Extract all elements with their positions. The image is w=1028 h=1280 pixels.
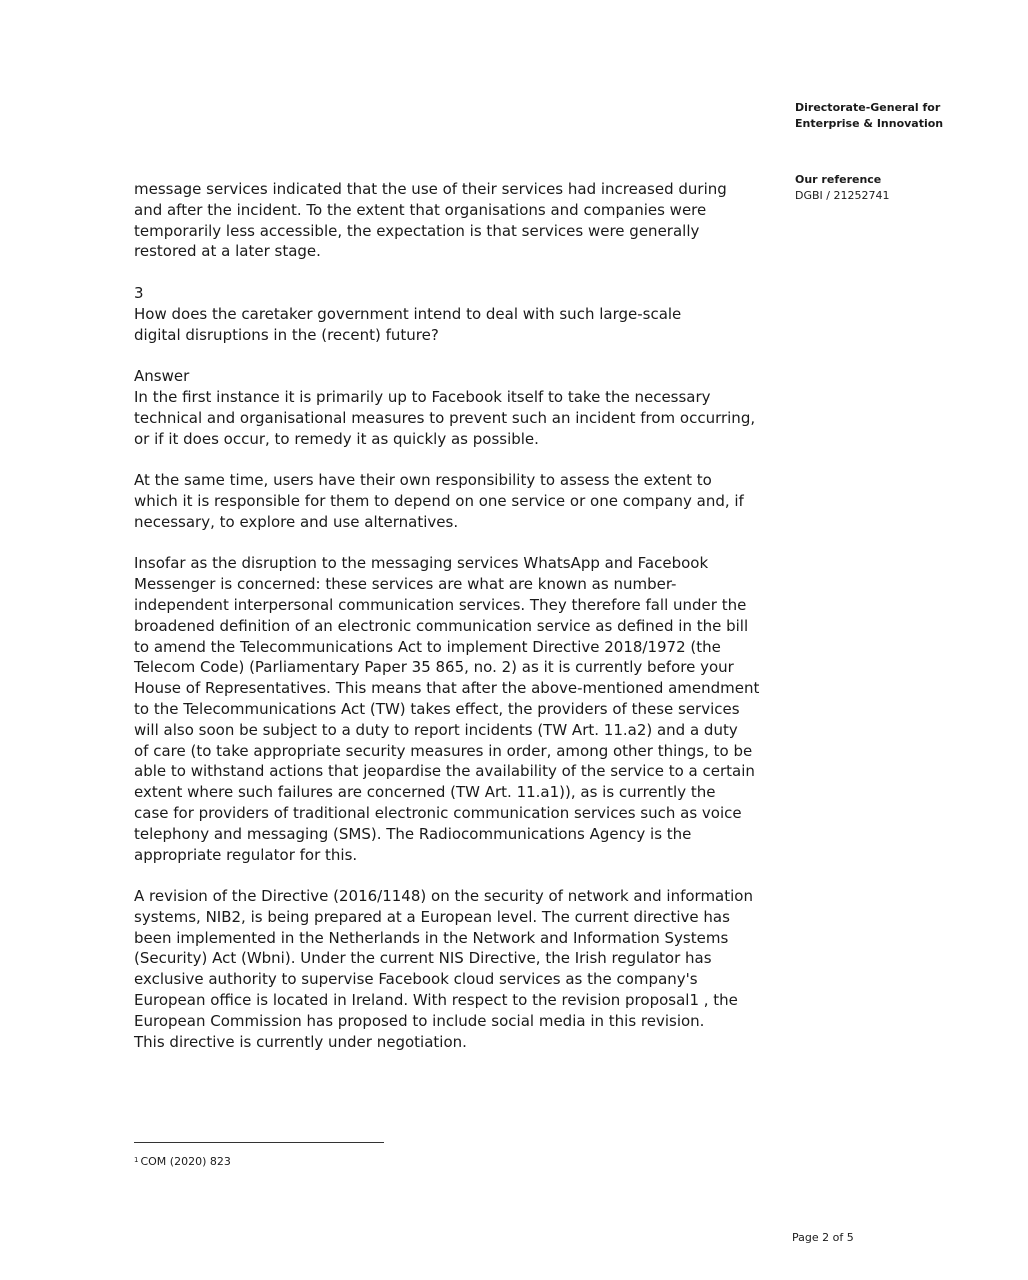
- text-line: Insofar as the disruption to the messaging services WhatsApp and Facebook: [134, 554, 709, 573]
- text-line: to the Telecommunications Act (TW) takes effect, the providers of these services: [134, 699, 740, 718]
- document-body: [134, 179, 799, 1073]
- text-line: This directive is currently under negotiation.: [134, 1032, 467, 1051]
- text-line: European Commission has proposed to include social media in this revision.: [134, 1011, 705, 1030]
- reference-value: DGBI / 21252741: [795, 189, 890, 202]
- text-line: and after the incident. To the extent that organisations and companies were: [134, 200, 707, 219]
- department-line-2: Enterprise & Innovation: [795, 117, 944, 130]
- text-line: will also soon be subject to a duty to report incidents (TW Art. 11.a2) and a duty: [134, 720, 738, 739]
- text-line: A revision of the Directive (2016/1148) on the security of network and information: [134, 887, 753, 906]
- text-line: able to withstand actions that jeopardise the availability of the service to a certain: [134, 762, 755, 781]
- text-line: House of Representatives. This means that after the above-mentioned amendment: [134, 679, 760, 698]
- text-line: which it is responsible for them to depend on one service or one company and, if: [134, 491, 744, 510]
- text-line: European office is located in Ireland. With respect to the revision proposal1 , the: [134, 991, 738, 1010]
- question-text-line: digital disruptions in the (recent) future?: [134, 325, 439, 344]
- footnote: [134, 1153, 231, 1169]
- text-line: broadened definition of an electronic communication service as defined in the bill: [134, 616, 749, 635]
- text-line: necessary, to explore and use alternatives.: [134, 512, 459, 531]
- text-line: restored at a later stage.: [134, 242, 321, 261]
- text-line: or if it does occur, to remedy it as quickly as possible.: [134, 429, 539, 448]
- text-line: case for providers of traditional electronic communication services such as voice: [134, 803, 742, 822]
- footnote-text: COM (2020) 823: [140, 1155, 231, 1168]
- answer-paragraph-3: [134, 553, 799, 865]
- footnote-divider: [134, 1142, 384, 1143]
- text-line: to amend the Telecommunications Act to implement Directive 2018/1972 (the: [134, 637, 721, 656]
- text-line: technical and organisational measures to prevent such an incident from occurring,: [134, 408, 756, 427]
- reference-label: Our reference: [795, 173, 882, 186]
- text-line: of care (to take appropriate security measures in order, among other things, to be: [134, 741, 753, 760]
- text-line: Messenger is concerned: these services are what are known as number-: [134, 575, 677, 594]
- document-sidebar: [795, 100, 1015, 204]
- text-line: been implemented in the Netherlands in the Network and Information Systems: [134, 928, 729, 947]
- text-line: At the same time, users have their own responsibility to assess the extent to: [134, 471, 712, 490]
- text-line: telephony and messaging (SMS). The Radiocommunications Agency is the: [134, 824, 692, 843]
- answer-label: Answer: [134, 367, 190, 386]
- page-number: Page 2 of 5: [792, 1231, 854, 1244]
- footnote-marker: 1: [134, 1156, 139, 1164]
- text-line: temporarily less accessible, the expectation is that services were generally: [134, 221, 700, 240]
- answer-paragraph-2: [134, 470, 799, 532]
- question-block: [134, 283, 799, 345]
- department-name: [795, 100, 1015, 132]
- question-number: 3: [134, 283, 144, 302]
- question-text-line: How does the caretaker government intend to deal with such large-scale: [134, 304, 682, 323]
- text-line: independent interpersonal communication services. They therefore fall under the: [134, 595, 747, 614]
- text-line: appropriate regulator for this.: [134, 845, 358, 864]
- text-line: exclusive authority to supervise Facebook cloud services as the company's: [134, 970, 698, 989]
- answer-paragraph-1: [134, 366, 799, 449]
- text-line: (Security) Act (Wbni). Under the current NIS Directive, the Irish regulator has: [134, 949, 712, 968]
- paragraph-1: [134, 179, 799, 262]
- text-line: systems, NIB2, is being prepared at a European level. The current directive has: [134, 907, 730, 926]
- department-line-1: Directorate-General for: [795, 101, 941, 114]
- reference-block: [795, 172, 1015, 204]
- answer-paragraph-4: [134, 886, 799, 1052]
- text-line: In the first instance it is primarily up to Facebook itself to take the necessary: [134, 387, 711, 406]
- text-line: message services indicated that the use of their services had increased during: [134, 180, 727, 198]
- text-line: Telecom Code) (Parliamentary Paper 35 865, no. 2) as it is currently before your: [134, 658, 734, 677]
- text-line: extent where such failures are concerned (TW Art. 11.a1)), as is currently the: [134, 783, 716, 802]
